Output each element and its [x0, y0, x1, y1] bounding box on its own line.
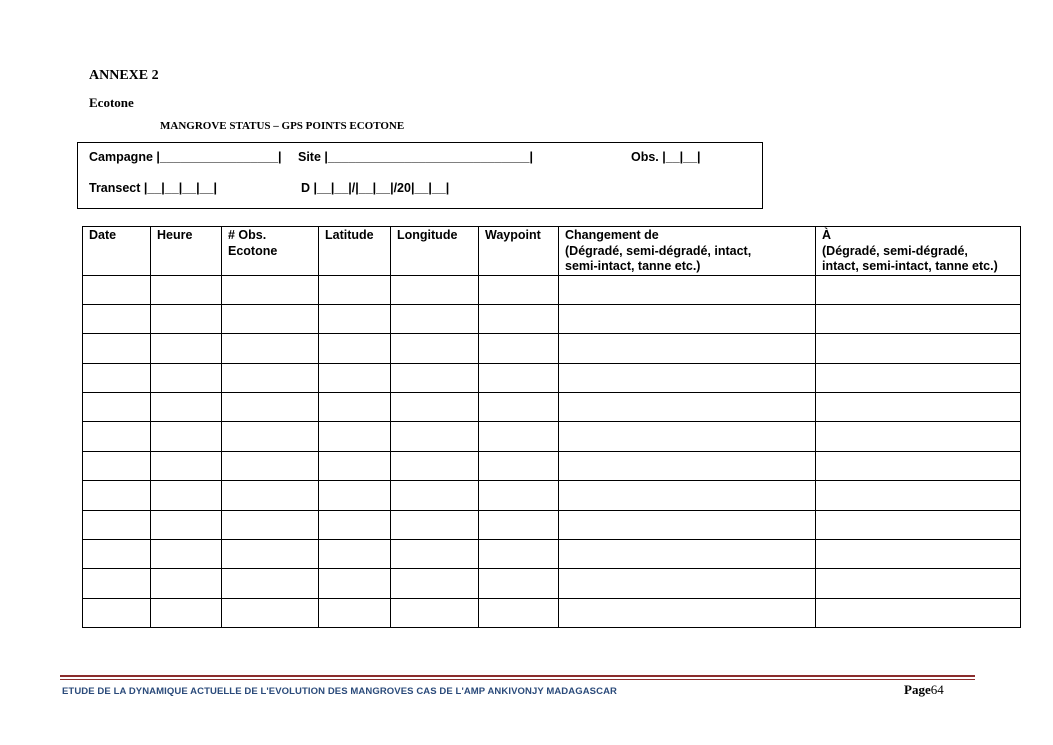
- table-cell[interactable]: [479, 451, 559, 480]
- table-cell[interactable]: [319, 598, 391, 627]
- table-cell[interactable]: [816, 598, 1021, 627]
- table-cell[interactable]: [816, 363, 1021, 392]
- table-cell[interactable]: [319, 451, 391, 480]
- column-header: [559, 227, 816, 276]
- table-cell[interactable]: [479, 569, 559, 598]
- table-cell[interactable]: [559, 363, 816, 392]
- table-body: [83, 275, 1021, 628]
- table-cell[interactable]: [816, 451, 1021, 480]
- table-cell[interactable]: [816, 481, 1021, 510]
- table-cell[interactable]: [319, 393, 391, 422]
- table-row: [83, 304, 1021, 333]
- table-cell[interactable]: [391, 393, 479, 422]
- table-cell[interactable]: [319, 334, 391, 363]
- table-cell[interactable]: [151, 481, 222, 510]
- table-cell[interactable]: [83, 569, 151, 598]
- table-cell[interactable]: [391, 304, 479, 333]
- table-cell[interactable]: [319, 569, 391, 598]
- transect-field[interactable]: Transect |__|__|__|__|: [89, 181, 217, 195]
- obs-field[interactable]: Obs. |__|__|: [631, 150, 701, 164]
- table-cell[interactable]: [222, 540, 319, 569]
- table-cell[interactable]: [391, 540, 479, 569]
- table-row: [83, 540, 1021, 569]
- column-header-line: (Dégradé, semi-dégradé,: [822, 243, 968, 258]
- table-cell[interactable]: [391, 275, 479, 304]
- table-cell[interactable]: [391, 510, 479, 539]
- column-header-line: (Dégradé, semi-dégradé, intact,: [565, 243, 752, 258]
- site-field[interactable]: Site |_____________________________|: [298, 150, 533, 164]
- table-row: [83, 275, 1021, 304]
- table-cell[interactable]: [222, 304, 319, 333]
- column-header-line: Waypoint: [485, 228, 541, 242]
- table-cell[interactable]: [559, 422, 816, 451]
- table-cell[interactable]: [319, 275, 391, 304]
- table-cell[interactable]: [559, 540, 816, 569]
- column-header-line: Date: [89, 228, 117, 242]
- table-cell[interactable]: [391, 569, 479, 598]
- table-row: [83, 422, 1021, 451]
- column-header: [391, 227, 479, 276]
- table-cell[interactable]: [222, 569, 319, 598]
- table-cell[interactable]: [816, 393, 1021, 422]
- table-cell[interactable]: [559, 510, 816, 539]
- table-cell[interactable]: [319, 304, 391, 333]
- table-row: [83, 510, 1021, 539]
- table-cell[interactable]: [479, 363, 559, 392]
- table-cell[interactable]: [151, 569, 222, 598]
- table-cell[interactable]: [319, 540, 391, 569]
- table-cell[interactable]: [151, 363, 222, 392]
- table-cell[interactable]: [319, 510, 391, 539]
- column-header-line: Longitude: [397, 228, 458, 242]
- table-cell[interactable]: [559, 304, 816, 333]
- date-field[interactable]: D |__|__|/|__|__|/20|__|__|: [301, 181, 450, 195]
- table-cell[interactable]: [222, 334, 319, 363]
- table-cell[interactable]: [83, 510, 151, 539]
- table-cell[interactable]: [222, 275, 319, 304]
- table-cell[interactable]: [222, 363, 319, 392]
- table-row: [83, 481, 1021, 510]
- table-cell[interactable]: [151, 334, 222, 363]
- table-cell[interactable]: [83, 393, 151, 422]
- header-form-box: [77, 142, 763, 209]
- table-cell[interactable]: [151, 393, 222, 422]
- table-cell[interactable]: [479, 304, 559, 333]
- footer-text: ETUDE DE LA DYNAMIQUE ACTUELLE DE L'EVOLUTION DES MANGROVES CAS DE L'AMP ANKIVONJY MADAGASCAR: [62, 686, 618, 697]
- footer-rule-thin: [60, 679, 975, 680]
- table-cell[interactable]: [391, 598, 479, 627]
- column-header-line: semi-intact, tanne etc.): [565, 259, 701, 273]
- table-cell[interactable]: [83, 481, 151, 510]
- table-cell[interactable]: [151, 451, 222, 480]
- column-header-line: intact, semi-intact, tanne etc.): [822, 259, 998, 273]
- table-cell[interactable]: [479, 393, 559, 422]
- column-header-line: À: [822, 228, 832, 242]
- table-row: [83, 393, 1021, 422]
- form-title: MANGROVE STATUS – GPS POINTS ECOTONE: [160, 120, 405, 132]
- table-cell[interactable]: [391, 334, 479, 363]
- annex-title: ANNEXE 2: [89, 68, 159, 83]
- table-cell[interactable]: [479, 540, 559, 569]
- table-row: [83, 363, 1021, 392]
- column-header-line: Ecotone: [228, 243, 278, 258]
- table-cell[interactable]: [83, 422, 151, 451]
- footer-rule: [60, 675, 975, 677]
- column-header: [151, 227, 222, 276]
- table-cell[interactable]: [479, 510, 559, 539]
- table-row: [83, 569, 1021, 598]
- table-cell[interactable]: [151, 598, 222, 627]
- column-header-line: Changement de: [565, 228, 659, 242]
- column-header-line: Latitude: [325, 228, 374, 242]
- table-cell[interactable]: [479, 598, 559, 627]
- table-cell[interactable]: [222, 422, 319, 451]
- table-cell[interactable]: [222, 451, 319, 480]
- table-cell[interactable]: [83, 540, 151, 569]
- table-cell[interactable]: [479, 334, 559, 363]
- table-cell[interactable]: [559, 481, 816, 510]
- table-cell[interactable]: [559, 275, 816, 304]
- table-cell[interactable]: [222, 481, 319, 510]
- column-header: [319, 227, 391, 276]
- table-cell[interactable]: [222, 598, 319, 627]
- ecotone-table: [82, 226, 1021, 628]
- table-cell[interactable]: [816, 304, 1021, 333]
- page-number: [904, 682, 944, 698]
- table-cell[interactable]: [559, 451, 816, 480]
- table-cell[interactable]: [83, 334, 151, 363]
- table-cell[interactable]: [391, 451, 479, 480]
- table-cell[interactable]: [391, 422, 479, 451]
- table-cell[interactable]: [319, 422, 391, 451]
- table-cell[interactable]: [816, 334, 1021, 363]
- table-cell[interactable]: [559, 334, 816, 363]
- campagne-field[interactable]: Campagne |_________________|: [89, 150, 282, 164]
- table-cell[interactable]: [83, 304, 151, 333]
- table-cell[interactable]: [222, 510, 319, 539]
- table-cell[interactable]: [816, 569, 1021, 598]
- column-header: [222, 227, 319, 276]
- table-cell[interactable]: [151, 422, 222, 451]
- column-header: [83, 227, 151, 276]
- table-cell[interactable]: [83, 598, 151, 627]
- table-cell[interactable]: [816, 540, 1021, 569]
- table-cell[interactable]: [391, 481, 479, 510]
- column-header-line: # Obs.: [228, 228, 267, 242]
- table-cell[interactable]: [151, 540, 222, 569]
- table-cell[interactable]: [319, 363, 391, 392]
- table-cell[interactable]: [83, 363, 151, 392]
- table-cell[interactable]: [391, 363, 479, 392]
- table-cell[interactable]: [83, 275, 151, 304]
- table-cell[interactable]: [816, 275, 1021, 304]
- table-cell[interactable]: [559, 393, 816, 422]
- table-row: [83, 451, 1021, 480]
- table-cell[interactable]: [83, 451, 151, 480]
- column-header-line: Heure: [157, 228, 193, 242]
- table-cell[interactable]: [559, 598, 816, 627]
- table-cell[interactable]: [151, 275, 222, 304]
- table-header-row: [83, 227, 1021, 276]
- table-cell[interactable]: [479, 422, 559, 451]
- table-row: [83, 334, 1021, 363]
- table-cell[interactable]: [479, 275, 559, 304]
- page-number-value: 64: [930, 682, 944, 697]
- table-cell[interactable]: [816, 510, 1021, 539]
- table-cell[interactable]: [816, 422, 1021, 451]
- table-cell[interactable]: [479, 481, 559, 510]
- table-cell[interactable]: [222, 393, 319, 422]
- section-title: Ecotone: [89, 95, 134, 110]
- column-header: [479, 227, 559, 276]
- table-cell[interactable]: [319, 481, 391, 510]
- table-cell[interactable]: [151, 304, 222, 333]
- page-label: Page: [904, 682, 931, 697]
- table-cell[interactable]: [559, 569, 816, 598]
- table-cell[interactable]: [151, 510, 222, 539]
- column-header: [816, 227, 1021, 276]
- table-row: [83, 598, 1021, 627]
